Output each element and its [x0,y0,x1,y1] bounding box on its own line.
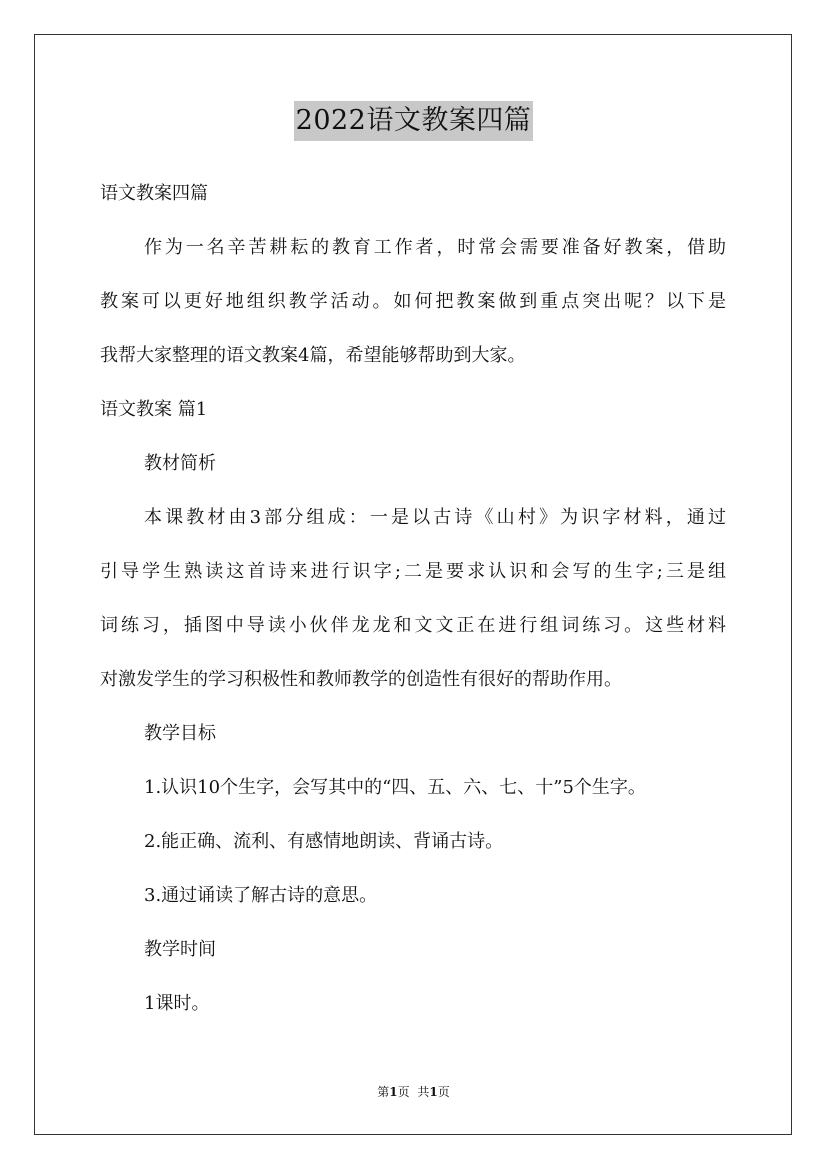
footer-total-prefix: 共 [417,1085,430,1099]
footer-page-prefix: 第 [377,1085,390,1099]
footer-total-suffix: 页 [437,1085,450,1099]
paragraph-line: 词练习，插图中导读小伙伴龙龙和文文正在进行组词练习。这些材料 [100,615,726,636]
title-container [0,101,827,141]
section-heading: 语文教案 篇1 [100,399,208,420]
subheading: 教材简析 [144,453,216,474]
paragraph-line: 教案可以更好地组织教学活动。如何把教案做到重点突出呢？以下是 [100,291,726,312]
document-title: 2022语文教案四篇 [294,101,534,141]
list-item: 1.认识10个生字，会写其中的“四、五、六、七、十”5个生字。 [144,777,646,798]
heading-line: 语文教案四篇 [100,183,208,204]
paragraph-line: 本课教材由3部分组成：一是以古诗《山村》为识字材料，通过 [144,507,726,528]
subheading: 教学时间 [144,939,216,960]
paragraph-line: 1课时。 [144,993,210,1014]
page-footer [0,1084,827,1100]
list-item: 3.通过诵读了解古诗的意思。 [144,885,378,906]
list-item: 2.能正确、流利、有感情地朗读、背诵古诗。 [144,831,504,852]
paragraph-line: 我帮大家整理的语文教案4篇，希望能够帮助到大家。 [100,345,526,366]
paragraph-line: 对激发学生的学习积极性和教师教学的创造性有很好的帮助作用。 [100,669,622,690]
footer-page-number: 1 [389,1085,398,1099]
footer-page-suffix: 页 [397,1085,410,1099]
footer-total-number: 1 [429,1085,438,1099]
paragraph-line: 引导学生熟读这首诗来进行识字;二是要求认识和会写的生字;三是组 [100,561,726,582]
subheading: 教学目标 [144,723,216,744]
paragraph-line: 作为一名辛苦耕耘的教育工作者，时常会需要准备好教案，借助 [144,237,726,258]
